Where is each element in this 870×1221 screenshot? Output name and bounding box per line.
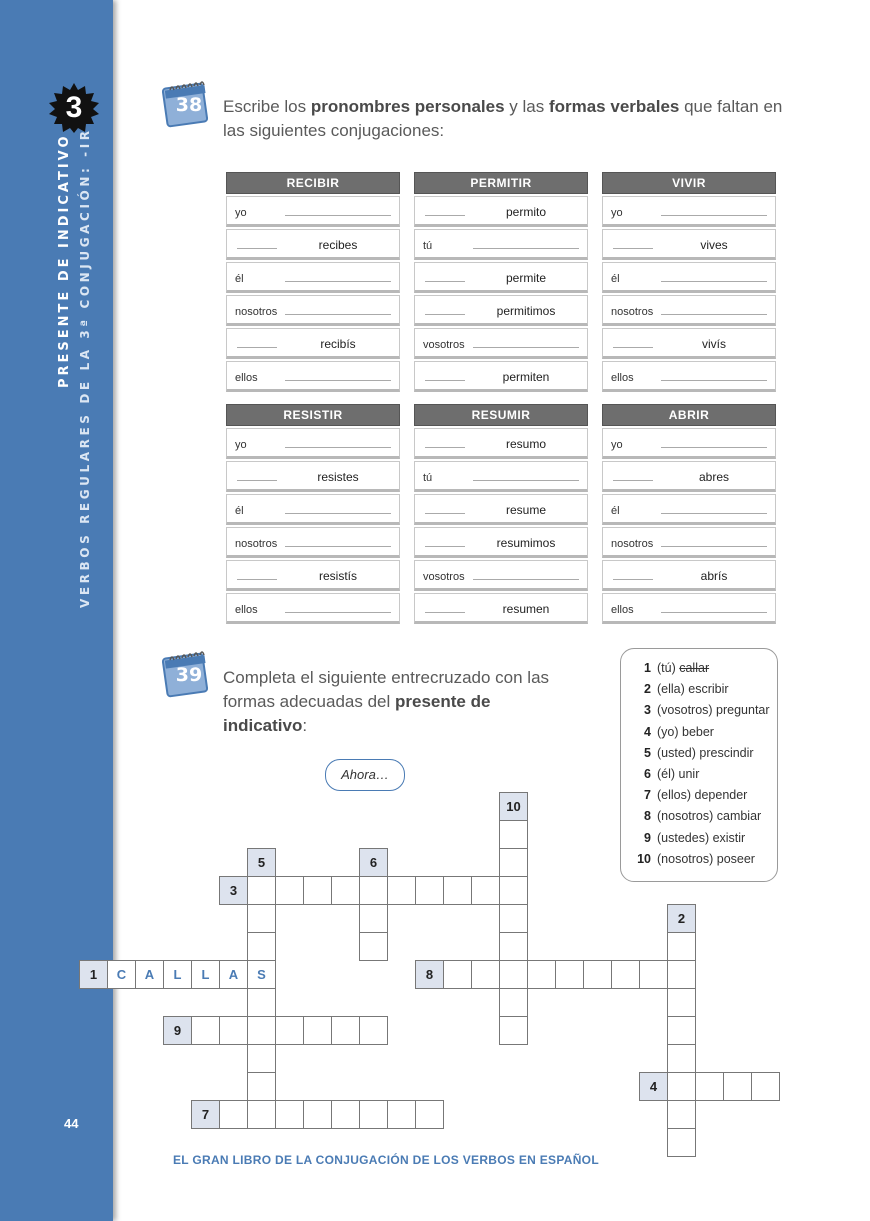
crossword-cell[interactable] [499,960,528,989]
crossword-cell[interactable] [499,988,528,1017]
table-row [414,494,588,525]
clue-text: (usted) prescindir [657,745,754,760]
pronoun-label: yo [611,207,623,219]
clue-number: 8 [644,809,651,824]
clue-number: 3 [644,703,651,718]
table-header: ABRIR [602,404,776,426]
table-header: RESISTIR [226,404,400,426]
conjugation-table [226,404,400,624]
pronoun-blank[interactable] [237,579,277,580]
pronoun-blank[interactable] [425,612,465,613]
clue-text: (vosotros) preguntar [657,703,770,718]
pronoun-blank[interactable] [425,380,465,381]
pronoun-blank[interactable] [425,447,465,448]
verb-form: resumen [502,602,550,616]
instruction-text: y las [504,97,549,116]
crossword-cell[interactable] [247,904,276,933]
crossword-cell[interactable] [667,1044,696,1073]
pronoun-blank[interactable] [613,248,653,249]
crossword-filled-cell: A [219,960,248,989]
crossword-number-cell: 1 [79,960,108,989]
verb-form: resume [505,503,546,517]
crossword-filled-cell: L [191,960,220,989]
clue-item [631,682,729,696]
table-row [602,295,776,326]
table-header: VIVIR [602,172,776,194]
crossword-cell[interactable] [555,960,584,989]
crossword-cell[interactable] [415,1100,444,1129]
crossword-cell[interactable] [275,1016,304,1045]
pronoun-blank[interactable] [425,513,465,514]
calendar-icon [160,76,210,128]
crossword-cell[interactable] [471,960,500,989]
pronoun-label: ellos [235,372,258,384]
clue-item [631,703,770,717]
clue-text: (él) unir [657,767,700,781]
table-row [226,229,400,260]
table-row [602,527,776,558]
crossword-cell[interactable] [247,932,276,961]
instruction-bold: presente de indicativo [223,692,491,735]
pronoun-blank[interactable] [237,248,277,249]
answer-blank[interactable] [285,281,391,282]
instruction-text: : [302,716,308,735]
chapter-title: PRESENTE DE INDICATIVO [57,133,72,388]
clue-number: 7 [644,788,651,803]
clue-text: (ella) escribir [657,682,729,697]
instruction-bold: pronombres personales [310,97,505,116]
crossword-cell[interactable] [667,1100,696,1129]
crossword-cell[interactable] [667,1016,696,1045]
table-row [602,461,776,492]
clue-number: 6 [644,767,651,781]
clue-list [620,648,778,882]
crossword-cell[interactable] [667,1072,696,1101]
clue-number: 10 [637,851,651,866]
pronoun-label: tú [423,472,433,484]
crossword-cell[interactable] [471,876,500,905]
pronoun-label: él [235,273,244,285]
crossword-filled-cell: L [163,960,192,989]
chapter-number: 3 [65,91,83,124]
crossword-cell[interactable] [751,1072,780,1101]
crossword-cell[interactable] [667,1128,696,1157]
pronoun-label: nosotros [235,538,278,550]
table-header: RESUMIR [414,404,588,426]
instruction-text: Completa el siguiente entrecruzado con las formas adecuadas del [223,668,550,711]
chapter-subtitle: VERBOS REGULARES DE LA 3ª CONJUGACIÓN: -IR [78,127,92,608]
answer-blank[interactable] [661,513,767,514]
table-row [602,328,776,359]
clue-text: (yo) beber [657,724,714,739]
crossword-cell[interactable] [387,876,416,905]
table-row [602,560,776,591]
crossword-cell[interactable] [275,1100,304,1129]
clue-number: 4 [644,724,651,739]
verb-form: abres [698,470,730,484]
crossword-cell[interactable] [387,1100,416,1129]
clue-text: (nosotros) poseer [657,851,755,866]
page-number: 44 [64,1116,79,1131]
crossword-cell[interactable] [667,932,696,961]
crossword-cell[interactable] [359,1100,388,1129]
table-row [414,328,588,359]
crossword-cell[interactable] [359,1016,388,1045]
table-row [226,560,400,591]
verb-form: recibís [320,337,356,351]
table-row [226,527,400,558]
table-row [226,295,400,326]
verb-form: permiten [502,370,550,384]
crossword-cell[interactable] [331,876,360,905]
pronoun-blank[interactable] [613,579,653,580]
crossword-cell[interactable] [219,1016,248,1045]
crossword-cell[interactable] [275,876,304,905]
crossword-cell[interactable] [723,1072,752,1101]
crossword-filled-cell: A [135,960,164,989]
table-row [602,361,776,392]
clue-text: (nosotros) cambiar [657,809,762,824]
answer-blank[interactable] [661,612,767,613]
pronoun-blank[interactable] [613,480,653,481]
instruction-text: que faltan en las siguientes conjugaciones: [223,97,783,140]
crossword-cell[interactable] [499,1016,528,1045]
crossword-cell[interactable] [247,876,276,905]
crossword-number-cell: 2 [667,904,696,933]
clue-text: (tú) [657,661,680,675]
table-row [226,196,400,227]
pronoun-blank[interactable] [613,347,653,348]
clue-number: 5 [644,745,651,760]
answer-blank[interactable] [285,215,391,216]
exercise-39-instruction [223,666,553,738]
answer-blank[interactable] [285,546,391,547]
crossword-filled-cell: C [107,960,136,989]
table-row [226,494,400,525]
crossword-cell[interactable] [247,1016,276,1045]
crossword-number-cell: 9 [163,1016,192,1045]
conjugation-table [414,172,588,392]
crossword-cell[interactable] [695,1072,724,1101]
crossword-cell[interactable] [499,876,528,905]
pronoun-label: vosotros [423,339,465,351]
table-row [602,494,776,525]
crossword-cell[interactable] [499,932,528,961]
clue-number: 1 [644,661,651,675]
pronoun-label: yo [235,439,247,451]
crossword-number-cell: 10 [499,792,528,821]
table-row [414,229,588,260]
pronoun-label: ellos [611,604,634,616]
table-row [226,262,400,293]
crossword-cell[interactable] [191,1016,220,1045]
verb-form: resistes [317,470,359,484]
table-row [226,361,400,392]
pronoun-label: yo [611,439,623,451]
crossword-cell[interactable] [639,960,668,989]
pronoun-label: ellos [611,372,634,384]
sidebar [0,0,113,1221]
pronoun-label: vosotros [423,571,465,583]
clue-item [631,661,709,675]
crossword-cell[interactable] [443,960,472,989]
pronoun-label: yo [235,207,247,219]
clue-number: 2 [644,682,651,697]
crossword-cell[interactable] [247,1100,276,1129]
crossword-cell[interactable] [583,960,612,989]
verb-form: abrís [700,569,728,583]
clue-item [631,831,745,845]
clue-struck-text: callar [679,661,710,675]
clue-item [631,767,699,781]
crossword-filled-cell: S [247,960,276,989]
answer-blank[interactable] [661,314,767,315]
pronoun-blank[interactable] [425,546,465,547]
clue-item [631,788,747,802]
pronoun-blank[interactable] [425,314,465,315]
table-row [226,428,400,459]
conjugation-table [602,404,776,624]
clue-number: 9 [644,830,651,845]
instruction-bold: formas verbales [548,97,680,116]
crossword-cell[interactable] [359,904,388,933]
pronoun-label: nosotros [611,306,654,318]
answer-blank[interactable] [661,215,767,216]
table-row [414,196,588,227]
pronoun-label: él [235,505,244,517]
pronoun-blank[interactable] [237,480,277,481]
verb-form: permite [505,271,546,285]
crossword-cell[interactable] [303,876,332,905]
pronoun-label: él [611,273,620,285]
answer-blank[interactable] [473,480,579,481]
table-row [414,527,588,558]
crossword-number-cell: 7 [191,1100,220,1129]
pronoun-label: ellos [235,604,258,616]
clue-text: (ellos) depender [657,788,748,803]
verb-form: permito [505,205,546,219]
crossword-cell[interactable] [303,1100,332,1129]
crossword-cell[interactable] [527,960,556,989]
verb-form: resumo [505,437,546,451]
verb-form: vivís [702,337,726,351]
table-row [414,428,588,459]
exercise-38-number: 38 [175,94,203,116]
exercise-38-instruction [223,95,783,143]
answer-blank[interactable] [661,447,767,448]
answer-blank[interactable] [473,579,579,580]
exercise-39-number: 39 [175,664,203,686]
table-row [602,229,776,260]
instruction-text: Escribe los [223,97,311,116]
pronoun-blank[interactable] [425,215,465,216]
table-row [414,295,588,326]
crossword-cell[interactable] [247,1072,276,1101]
crossword-cell[interactable] [359,932,388,961]
crossword-cell[interactable] [219,1100,248,1129]
answer-blank[interactable] [285,612,391,613]
table-row [414,461,588,492]
table-header: RECIBIR [226,172,400,194]
footer-title: EL GRAN LIBRO DE LA CONJUGACIÓN DE LOS VERBOS EN ESPAÑOL [173,1153,599,1167]
table-header: PERMITIR [414,172,588,194]
crossword-number-cell: 5 [247,848,276,877]
example-pill: Ahora… [325,759,405,791]
table-row [414,593,588,624]
verb-form: vives [700,238,728,252]
table-row [414,361,588,392]
answer-blank[interactable] [661,380,767,381]
crossword-cell[interactable] [499,820,528,849]
clue-item [631,725,714,739]
answer-blank[interactable] [473,248,579,249]
table-row [602,262,776,293]
table-row [414,262,588,293]
crossword-cell[interactable] [331,1100,360,1129]
crossword-number-cell: 4 [639,1072,668,1101]
pronoun-blank[interactable] [425,281,465,282]
conjugation-table [602,172,776,392]
clue-item [631,809,761,823]
crossword-cell[interactable] [499,848,528,877]
verb-form: resistís [318,569,357,583]
table-row [602,428,776,459]
answer-blank[interactable] [285,380,391,381]
crossword-number-cell: 8 [415,960,444,989]
crossword-cell[interactable] [415,876,444,905]
clue-item [631,852,755,866]
crossword-number-cell: 3 [219,876,248,905]
verb-form: recibes [318,238,358,252]
pronoun-label: tú [423,240,433,252]
crossword-cell[interactable] [247,988,276,1017]
answer-blank[interactable] [661,281,767,282]
pronoun-label: nosotros [611,538,654,550]
calendar-icon [160,646,210,698]
answer-blank[interactable] [285,513,391,514]
crossword-number-cell: 6 [359,848,388,877]
verb-form: permitimos [496,304,556,318]
clue-text: (ustedes) existir [657,830,746,845]
crossword-cell[interactable] [331,1016,360,1045]
crossword-cell[interactable] [443,876,472,905]
table-row [414,560,588,591]
answer-blank[interactable] [285,447,391,448]
table-row [602,196,776,227]
clue-item [631,746,754,760]
answer-blank[interactable] [473,347,579,348]
chapter-badge [48,82,100,134]
answer-blank[interactable] [285,314,391,315]
crossword-cell[interactable] [667,988,696,1017]
table-row [226,461,400,492]
table-row [226,593,400,624]
answer-blank[interactable] [661,546,767,547]
conjugation-table [414,404,588,624]
pronoun-blank[interactable] [237,347,277,348]
crossword-cell[interactable] [247,1044,276,1073]
crossword-cell[interactable] [303,1016,332,1045]
conjugation-table [226,172,400,392]
crossword-cell[interactable] [499,904,528,933]
verb-form: resumimos [496,536,556,550]
crossword-cell[interactable] [611,960,640,989]
table-row [226,328,400,359]
crossword-cell[interactable] [359,876,388,905]
pronoun-label: nosotros [235,306,278,318]
crossword-cell[interactable] [667,960,696,989]
table-row [602,593,776,624]
pronoun-label: él [611,505,620,517]
